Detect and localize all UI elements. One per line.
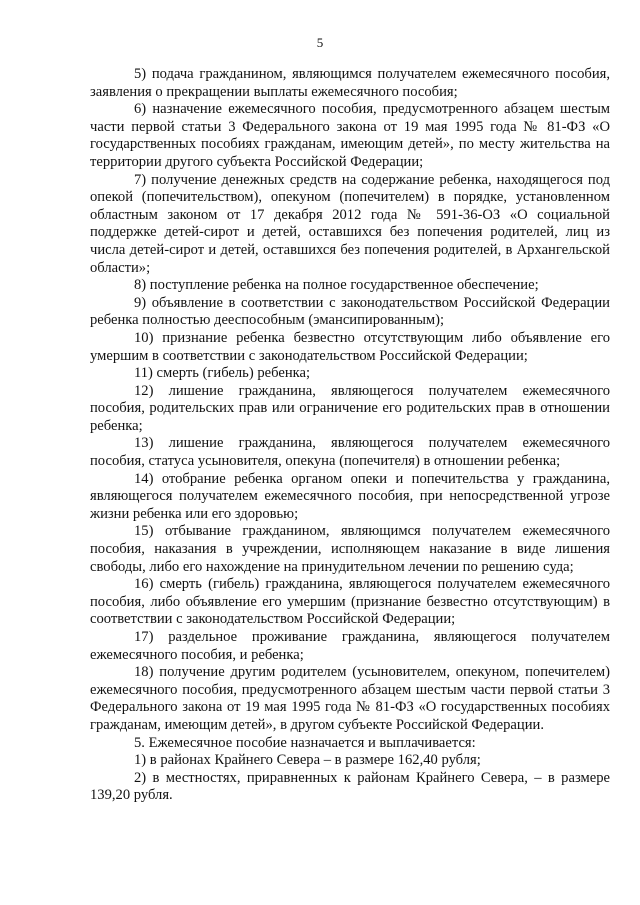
paragraph-item-14: 14) отобрание ребенка органом опеки и попечительства у гражданина, являющегося получателем ежемесячного пособия, при непосредственной угрозе жизни ребенка или его здоровью; [90, 470, 610, 522]
paragraph-item-6: 6) назначение ежемесячного пособия, предусмотренного абзацем шестым части первой статьи 3 Федерального закона от 19 мая 1995 года № 81-ФЗ «О государственных пособиях гражданам, имеющим детей», по месту жительства на территории другого субъекта Российской Федерации; [90, 101, 610, 170]
paragraph-item-5: 5) подача гражданином, являющимся получателем ежемесячного пособия, заявления о прекращении выплаты ежемесячного пособия; [90, 66, 610, 100]
paragraph-item-8: 8) поступление ребенка на полное государственное обеспечение; [134, 277, 539, 294]
paragraph-item-7: 7) получение денежных средств на содержание ребенка, находящегося под опекой (попечительством), опекуном (попечителем) в порядке, установленном областным законом от 17 декабря 2012 года № 591-36-ОЗ «О социальной поддержке детей-сирот и детей, оставшихся без попечения родителей, лиц из числа детей-сирот и детей, оставшихся без попечения родителей, в Архангельской области»; [90, 171, 610, 276]
paragraph-item-9: 9) объявление в соответствии с законодательством Российской Федерации ребенка полностью дееспособным (эмансипированным); [90, 294, 610, 329]
paragraph-item-17: 17) раздельное проживание гражданина, являющегося получателем ежемесячного пособия, и ребенка; [90, 629, 610, 663]
payment-item-2: 2) в местностях, приравненных к районам Крайнего Севера, – в размере 139,20 рубля. [90, 769, 610, 804]
document-body [90, 66, 610, 805]
paragraph-item-10: 10) признание ребенка безвестно отсутствующим либо объявление его умершим в соответствии с законодательством Российской Федерации; [90, 329, 610, 364]
paragraph-item-18: 18) получение другим родителем (усыновителем, опекуном, попечителем) ежемесячного пособия, предусмотренного абзацем шестым части первой статьи 3 Федерального закона от 19 мая 1995 года № 81-ФЗ «О государственных пособиях гражданам, имеющим детей», в другом субъекте Российской Федерации. [90, 664, 610, 733]
paragraph-item-15: 15) отбывание гражданином, являющимся получателем ежемесячного пособия, наказания в учреждении, исполняющем наказание в виде лишения свободы, либо его нахождение на принудительном лечении по решению суда; [90, 523, 610, 575]
page-number: 5 [316, 35, 324, 50]
paragraph-item-16: 16) смерть (гибель) гражданина, являющегося получателем ежемесячного пособия, либо объявление его умершим (признание безвестно отсутствующим) в соответствии с законодательством Российской Федерации; [90, 576, 610, 628]
section-5-heading: 5. Ежемесячное пособие назначается и выплачивается: [134, 734, 476, 751]
paragraph-item-13: 13) лишение гражданина, являющегося получателем ежемесячного пособия, статуса усыновителя, опекуна (попечителя) в отношении ребенка; [90, 435, 610, 470]
paragraph-item-11: 11) смерть (гибель) ребенка; [134, 365, 311, 382]
payment-item-1: 1) в районах Крайнего Севера – в размере 162,40 рубля; [134, 752, 481, 769]
paragraph-item-12: 12) лишение гражданина, являющегося получателем ежемесячного пособия, родительских прав или ограничение его родительских прав в отношении ребенка; [90, 382, 610, 434]
